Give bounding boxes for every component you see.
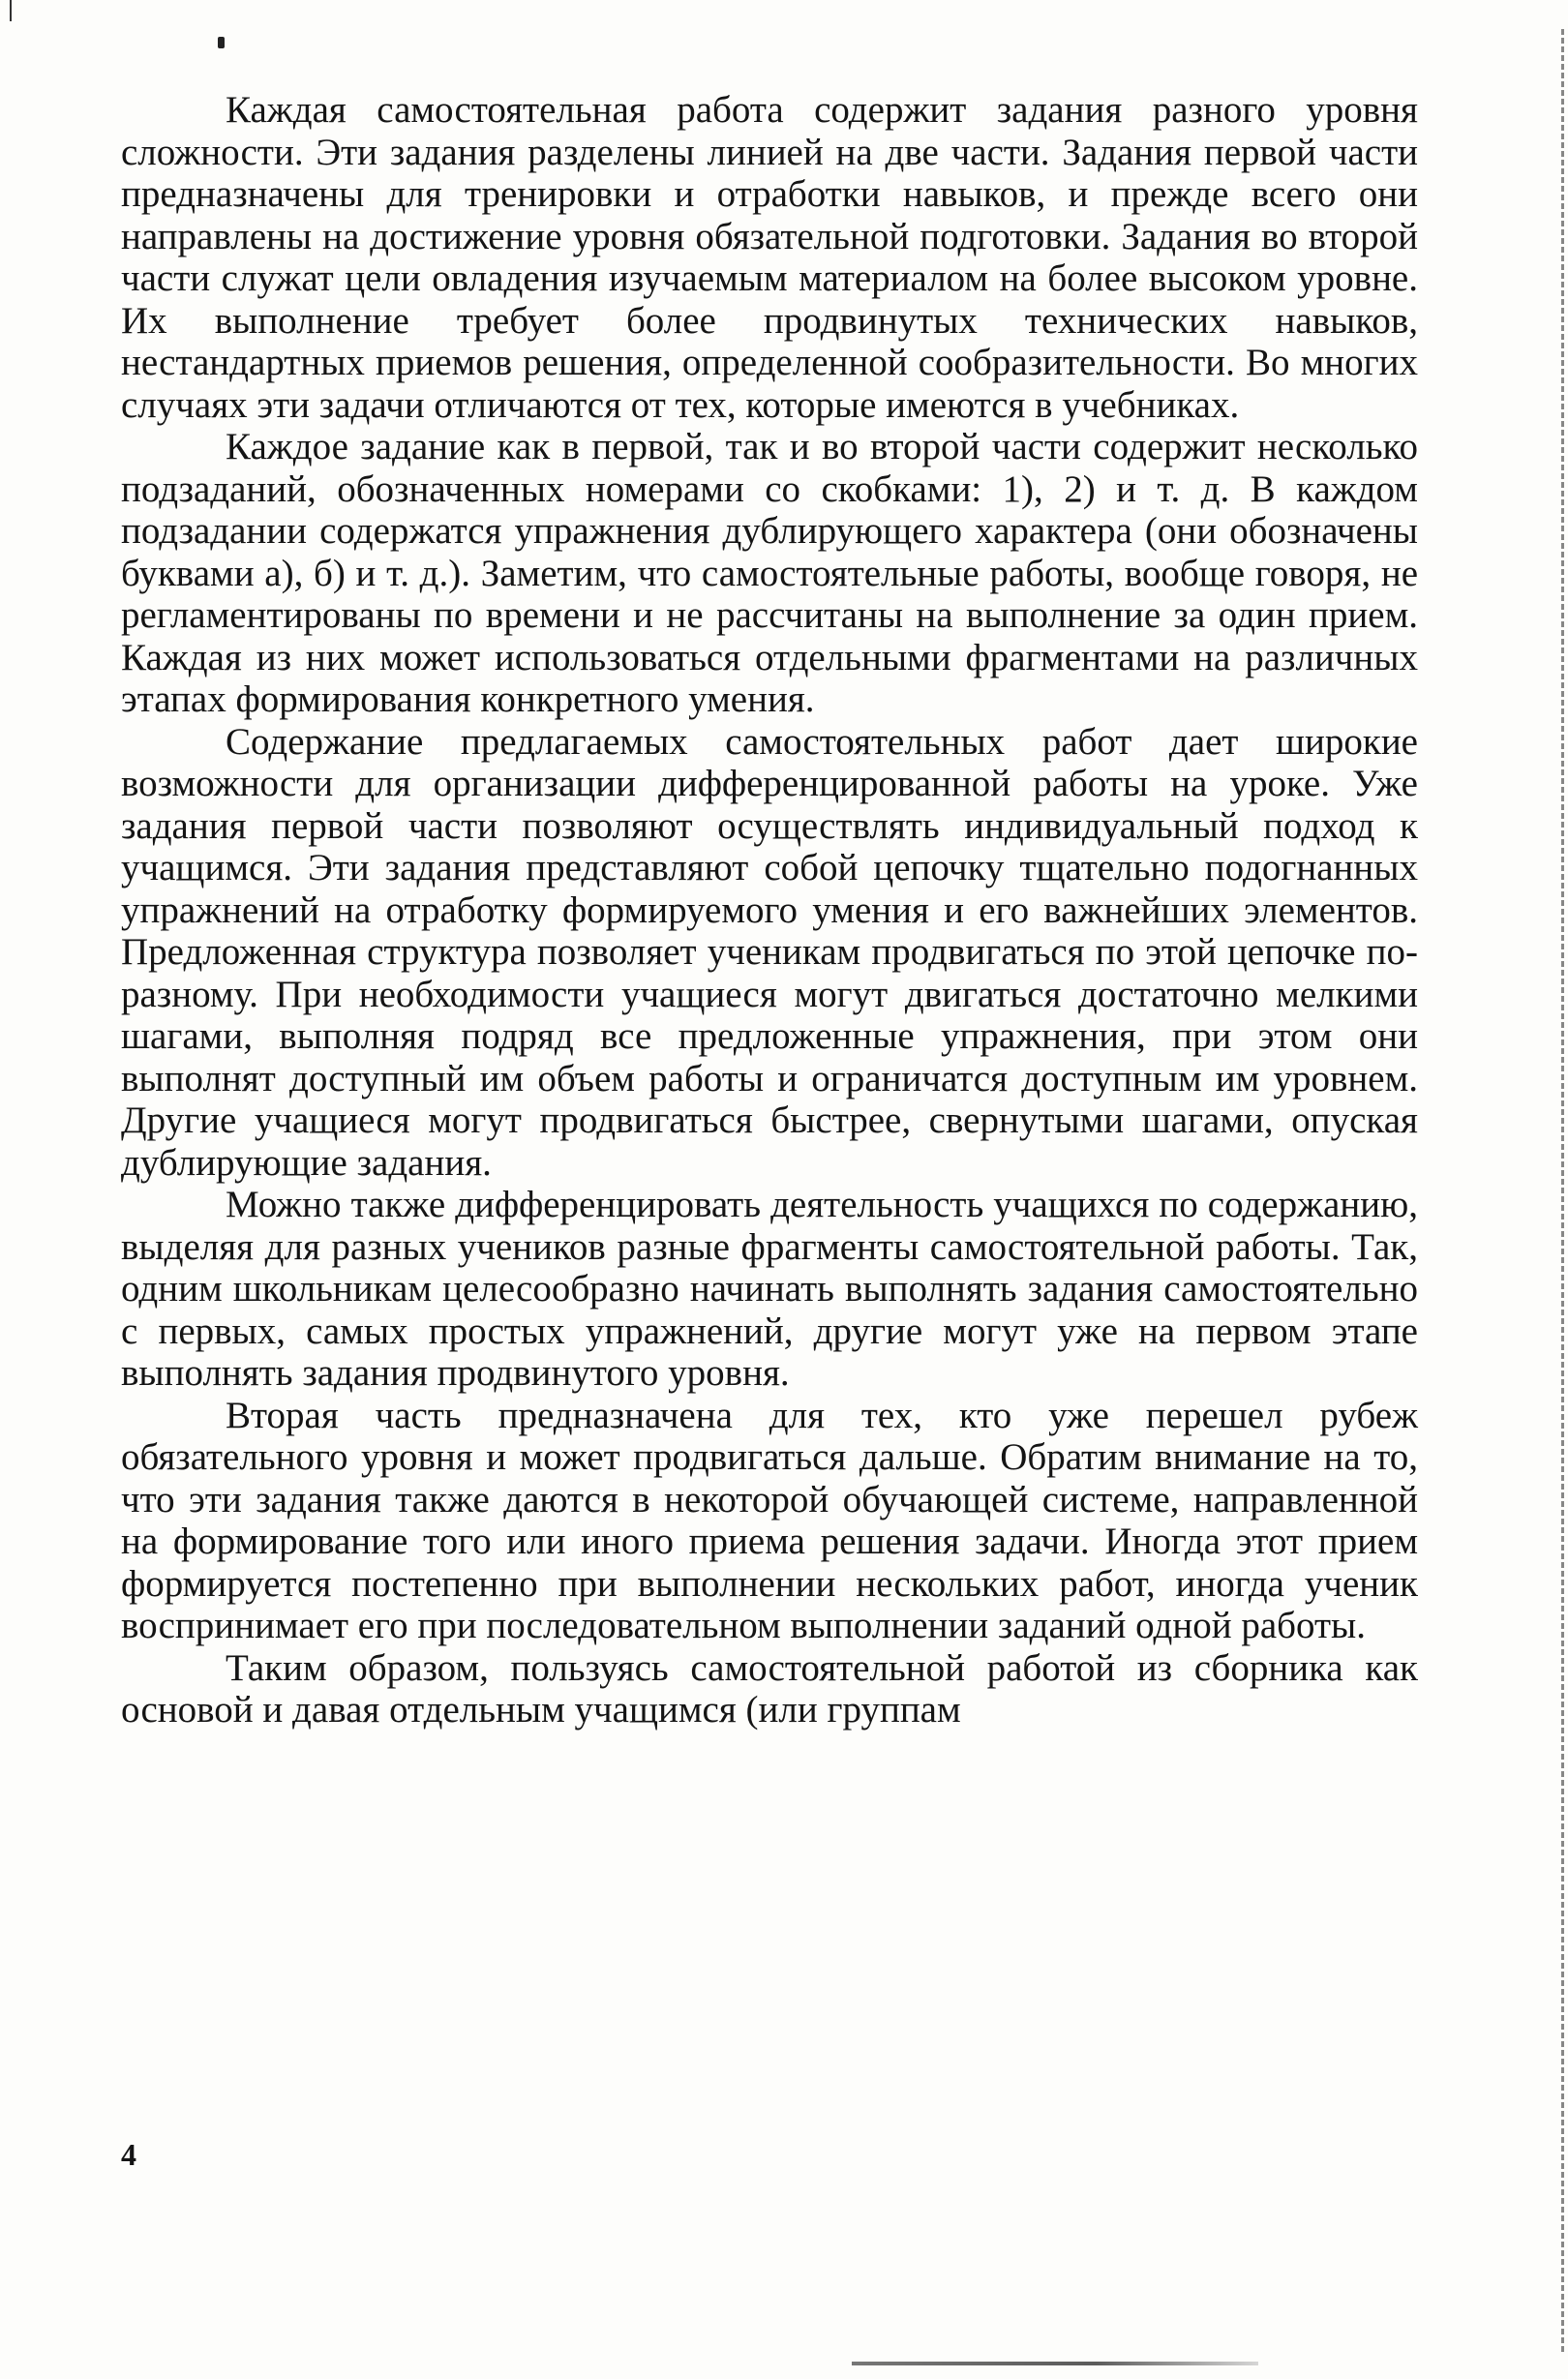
paragraph-2: Каждое задание как в первой, так и во второй части содержит несколько подзаданий, обозначенных номерами со скобками: 1), 2) и т. д. В каждом подзадании содержатся упражнения дублирующего характера (они обозначены буквами а), б) и т. д.). Заметим, что самостоятельные работы, вообще говоря, не регламентированы по времени и не рассчитаны на выполнение за один прием. Каждая из них может использоваться отдельными фрагментами на различных этапах формирования конкретного умения. <box>121 426 1418 720</box>
body-text <box>121 89 1418 1732</box>
scan-artifact-dot <box>218 37 225 48</box>
scan-artifact-rule <box>852 2362 1258 2365</box>
paragraph-1: Каждая самостоятельная работа содержит задания разного уровня сложности. Эти задания разделены линией на две части. Задания первой части предназначены для тренировки и отработки навыков, и прежде всего они направлены на достижение уровня обязательной подготовки. Задания во второй части служат цели овладения изучаемым материалом на более высоком уровне. Их выполнение требует более продвинутых технических навыков, нестандартных приемов решения, определенной сообразительности. Во многих случаях эти задачи отличаются от тех, которые имеются в учебниках. <box>121 89 1418 426</box>
page-edge-shadow <box>1555 29 1564 2352</box>
paragraph-5: Вторая часть предназначена для тех, кто уже перешел рубеж обязательного уровня и может продвигаться дальше. Обратим внимание на то, что эти задания также даются в некоторой обучающей системе, направленной на формирование того или иного приема решения задачи. Иногда этот прием формируется постепенно при выполнении нескольких работ, иногда ученик воспринимает его при последовательном выполнении заданий одной работы. <box>121 1394 1418 1646</box>
page-number: 4 <box>121 2137 136 2172</box>
scan-artifact-tick <box>10 0 12 21</box>
paragraph-4: Можно также дифференцировать деятельность учащихся по содержанию, выделяя для разных учеников разные фрагменты самостоятельной работы. Так, одним школьникам целесообразно начинать выполнять задания самостоятельно с первых, самых простых упражнений, другие могут уже на первом этапе выполнять задания продвинутого уровня. <box>121 1184 1418 1394</box>
paragraph-3: Содержание предлагаемых самостоятельных работ дает широкие возможности для организации дифференцированной работы на уроке. Уже задания первой части позволяют осуществлять индивидуальный подход к учащимся. Эти задания представляют собой цепочку тщательно подогнанных упражнений на отработку формируемого умения и его важнейших элементов. Предложенная структура позволяет ученикам продвигаться по этой цепочке по-разному. При необходимости учащиеся могут двигаться достаточно мелкими шагами, выполняя подряд все предложенные упражнения, при этом они выполнят доступный им объем работы и ограничатся доступным им уровнем. Другие учащиеся могут продвигаться быстрее, свернутыми шагами, опуская дублирующие задания. <box>121 720 1418 1184</box>
paragraph-6: Таким образом, пользуясь самостоятельной работой из сборника как основой и давая отдельным учащимся (или группам <box>121 1646 1418 1731</box>
